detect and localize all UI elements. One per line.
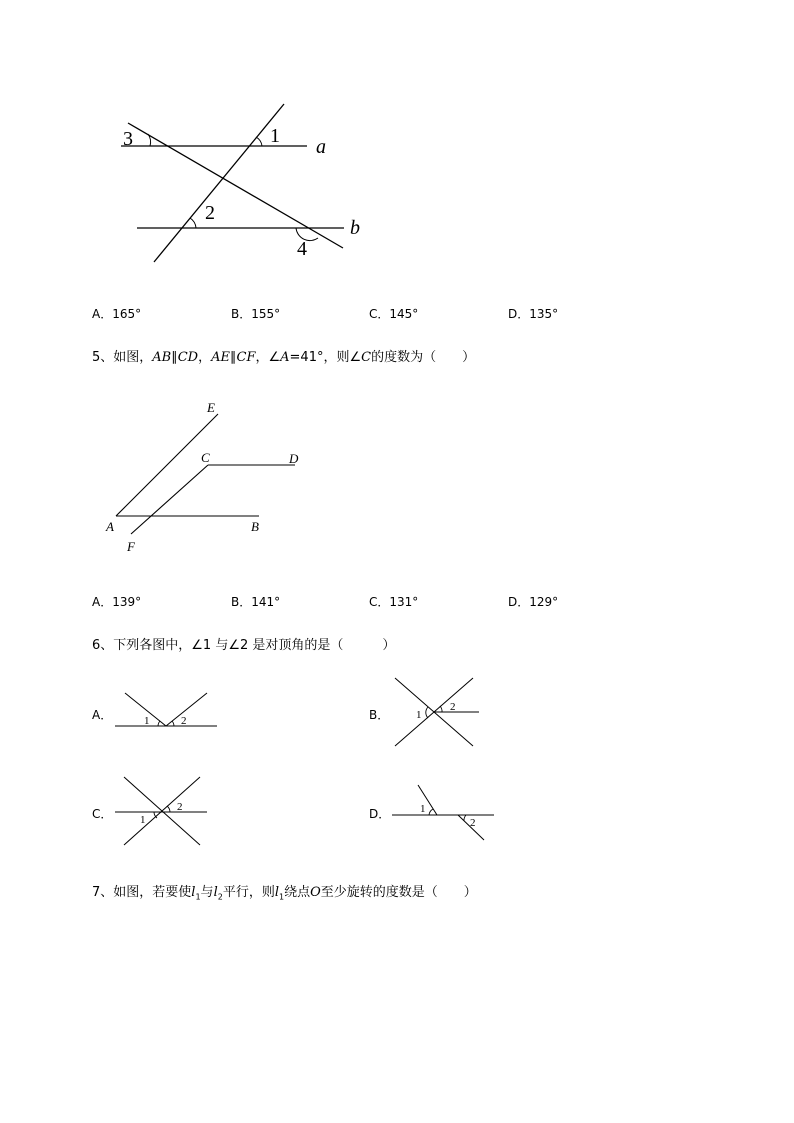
label-1: 1 [270, 125, 280, 147]
q7-stem: 7、如图，若要使$l_1$与$l_2$平行，则$l_1$绕点O至少旋转的度数是（ ） [92, 885, 477, 902]
line-fc [131, 465, 208, 534]
label-a: a [316, 136, 326, 158]
label-c: C [201, 450, 210, 465]
angle-2-arc [190, 218, 196, 228]
q5-option-d[interactable]: D．129° [508, 595, 559, 609]
q6-figure-a [110, 688, 222, 732]
label-e: E [207, 400, 215, 415]
q4-option-c[interactable]: C．145° [369, 307, 419, 321]
q6-option-b-letter[interactable]: B． [369, 708, 390, 722]
angle-1-arc [256, 137, 262, 146]
q4-option-b[interactable]: B．155° [231, 307, 281, 321]
label-a: A [106, 519, 114, 534]
transversal-2 [128, 123, 343, 248]
q6-stem: 6、下列各图中，∠1 与∠2 是对顶角的是（ ） [92, 638, 396, 653]
label-2: 2 [181, 715, 187, 727]
label-1: 1 [144, 715, 150, 727]
q6-figure-b [385, 672, 485, 752]
q5-option-a[interactable]: A．139° [92, 595, 142, 609]
label-1: 1 [420, 803, 426, 815]
label-2: 2 [450, 701, 456, 713]
figure-parallel-lines-ab [0, 0, 794, 300]
q6-option-a-letter[interactable]: A． [92, 708, 113, 722]
label-f: F [127, 539, 135, 554]
q5-option-b[interactable]: B．141° [231, 595, 281, 609]
figure-q5 [0, 390, 794, 565]
q6-option-d-letter[interactable]: D． [369, 807, 391, 821]
label-2: 2 [470, 817, 476, 829]
transversal-1 [154, 104, 284, 262]
label-4: 4 [297, 238, 307, 260]
label-b: B [251, 519, 259, 534]
label-d: D [289, 451, 299, 466]
q5-stem: 5、如图，AB∥CD，AE∥CF，∠A=41°，则∠C的度数为（ ） [92, 350, 476, 365]
label-3: 3 [123, 128, 133, 150]
label-2: 2 [205, 202, 215, 224]
q6-figure-c [110, 773, 212, 849]
label-1: 1 [416, 709, 422, 721]
label-2: 2 [177, 801, 183, 813]
q4-option-a[interactable]: A．165° [92, 307, 142, 321]
label-1: 1 [140, 814, 146, 826]
q6-figure-d [388, 780, 498, 844]
q4-option-d[interactable]: D．135° [508, 307, 559, 321]
q6-option-c-letter[interactable]: C． [92, 807, 113, 821]
q5-option-c[interactable]: C．131° [369, 595, 419, 609]
line-ae [116, 414, 218, 516]
label-b: b [350, 217, 360, 239]
